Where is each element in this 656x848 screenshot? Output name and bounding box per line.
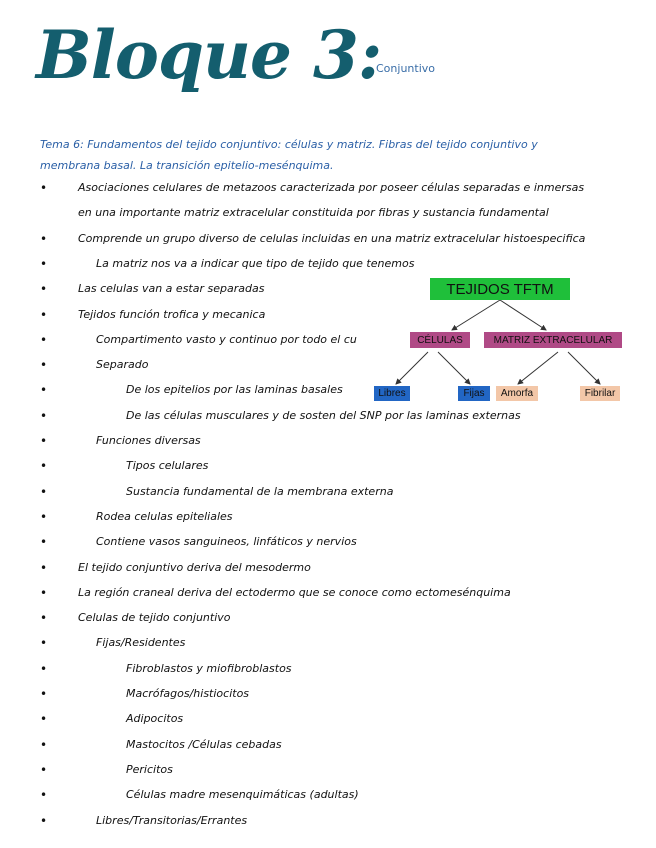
bullet-dot: • [40, 434, 48, 448]
bullet-dot: • [40, 383, 48, 398]
bullet-dot: • [40, 535, 48, 550]
diagram-libres: Libres [374, 386, 410, 401]
list-item: Tejidos función trofica y mecanica [78, 307, 266, 321]
list-item: La región craneal deriva del ectodermo que se conoce como ectomesénquima [78, 585, 511, 599]
diagram-root: TEJIDOS TFTM [430, 278, 570, 300]
bullet-dot: • [40, 737, 48, 752]
list-item: en una importante matriz extracelular constituida por fibras y sustancia fundamental [78, 206, 549, 220]
bullet-dot: • [40, 788, 48, 803]
bullet-dot: • [40, 332, 48, 347]
list-item: Adipocitos [126, 712, 184, 726]
tissue-diagram [368, 272, 630, 412]
bullet-dot: • [40, 636, 48, 651]
bullet-dot: • [40, 231, 48, 246]
diagram-fibrilar: Fibrilar [580, 386, 620, 401]
bullet-dot: • [40, 687, 48, 701]
bullet-dot: • [40, 408, 48, 423]
bullet-dot: • [40, 661, 48, 676]
diagram-cells: CÉLULAS [410, 332, 470, 348]
bullet-dot: • [40, 560, 48, 575]
diagram-fijas: Fijas [458, 386, 490, 401]
list-item: Fibroblastos y miofibroblastos [126, 661, 292, 675]
list-item: El tejido conjuntivo deriva del mesodermo [78, 560, 311, 574]
bullet-dot: • [40, 585, 48, 600]
list-item: Fijas/Residentes [96, 636, 186, 650]
list-item: Asociaciones celulares de metazoos caracterizada por poseer células separadas e inmersas [78, 181, 585, 194]
bullet-dot: • [40, 307, 48, 322]
diagram-matrix: MATRIZ EXTRACELULAR [484, 332, 622, 348]
bullet-dot: • [40, 256, 48, 271]
list-item: Las celulas van a estar separadas [78, 282, 265, 296]
list-item: La matriz nos va a indicar que tipo de tejido que tenemos [96, 256, 415, 270]
topic-heading: Tema 6: Fundamentos del tejido conjuntivo: células y matriz. Fibras del tejido conjuntivo y membrana basal. La transición epitelio-mesénquima. [40, 138, 538, 172]
diagram-amorfa: Amorfa [496, 386, 538, 401]
bullet-dot: • [40, 611, 48, 626]
list-item: Comprende un grupo diverso de celulas incluidas en una matriz extracelular histoespecifica [78, 231, 586, 245]
list-item: Contiene vasos sanguineos, linfáticos y nervios [96, 535, 357, 549]
list-item: Células madre mesenquimáticas (adultas) [126, 788, 359, 802]
list-item: Funciones diversas [96, 434, 201, 447]
list-item: Mastocitos /Células cebadas [126, 737, 282, 751]
bullet-dot: • [40, 813, 48, 828]
list-item: Sustancia fundamental de la membrana externa [126, 484, 394, 498]
page-title: Bloque 3: [36, 16, 382, 94]
bullet-dot: • [40, 282, 48, 297]
list-item: Tipos celulares [126, 459, 209, 473]
bullet-dot: • [40, 181, 48, 195]
bullet-dot: • [40, 712, 48, 727]
list-item: De los epitelios por las laminas basales [126, 383, 343, 397]
list-item: Libres/Transitorias/Errantes [96, 813, 248, 827]
list-item: Separado [96, 358, 149, 372]
bullet-dot: • [40, 484, 48, 499]
list-item: Celulas de tejido conjuntivo [78, 611, 231, 625]
bullet-dot: • [40, 459, 48, 474]
list-item: De las células musculares y de sosten del SNP por las laminas externas [126, 408, 521, 422]
bullet-dot: • [40, 762, 48, 777]
list-item: Macrófagos/histiocitos [126, 687, 250, 700]
bullet-dot: • [40, 358, 48, 373]
bullet-dot: • [40, 509, 48, 524]
list-item: Pericitos [126, 762, 173, 776]
list-item: Rodea celulas epiteliales [96, 509, 233, 523]
page-subtitle: Conjuntivo [376, 62, 435, 75]
list-item: Compartimento vasto y continuo por todo el cu [96, 332, 357, 346]
